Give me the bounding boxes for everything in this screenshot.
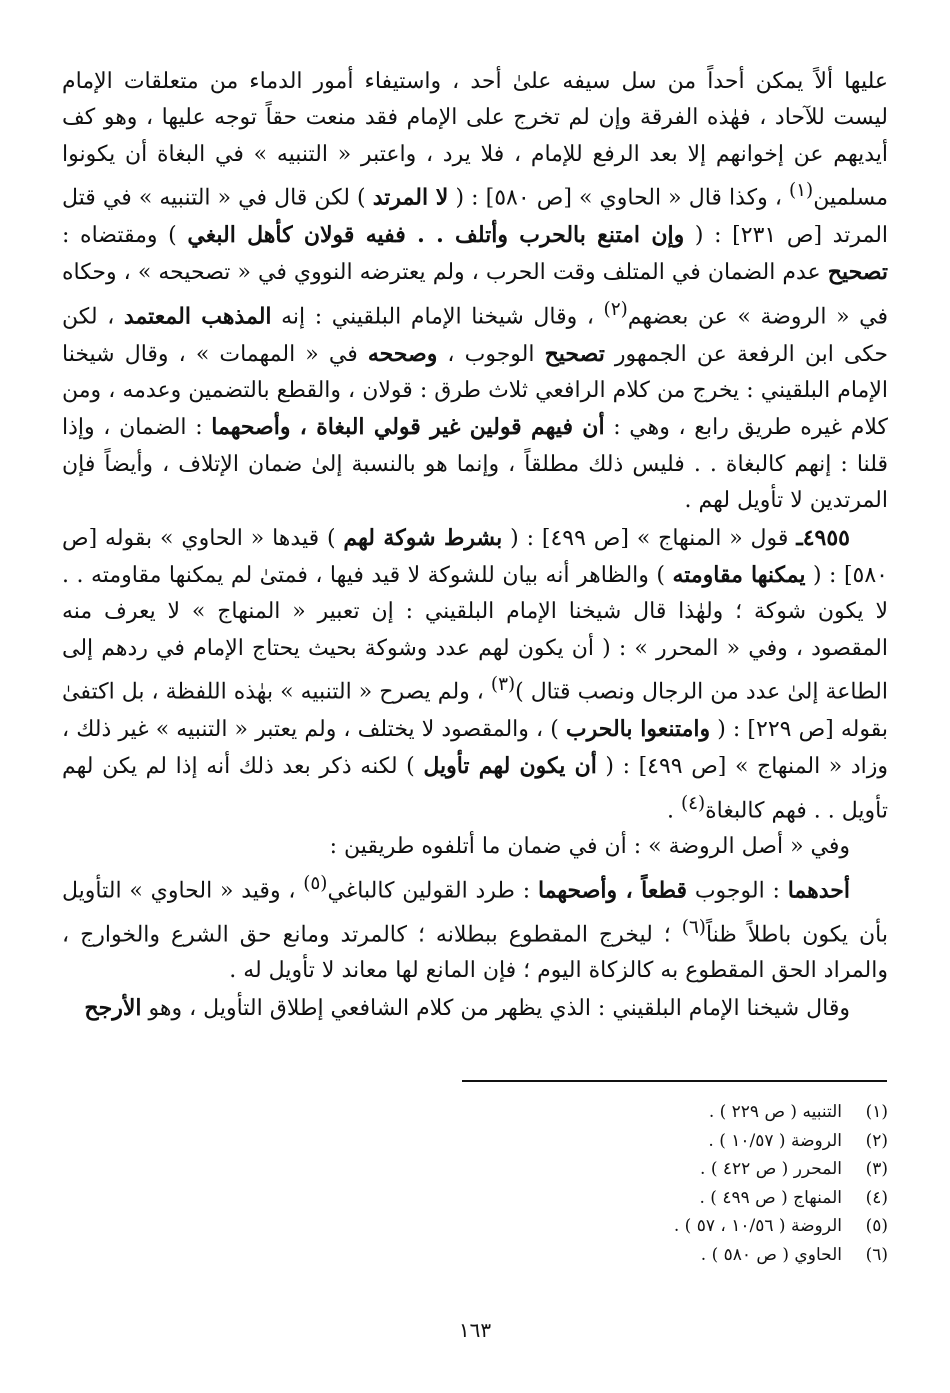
text-run: ، لكن حكى ابن الرفعة عن الجمهور (62, 304, 889, 367)
text-run: ) ومقتضاه : (62, 222, 188, 248)
text-run: : الضمان ، وإذا قلنا : إنهم كالبغاة . . فليس ذلك مطلقاً ، وإنما هو بالنسبة إلىٰ ضمان الإتلاف ، وأيضاً فإن المرتدين لا تأويل لهم . (62, 415, 888, 514)
footnote-item (468, 1184, 888, 1213)
footnote-number: (١) (865, 1102, 888, 1122)
footnote-ref: (٣) (490, 674, 516, 696)
bold-term: تصحيح (827, 259, 888, 286)
text-run: ، وقيد « الحاوي » التأويل بأن يكون باطلاً ظناً (62, 878, 888, 947)
text-run: ) قيدها « الحاوي » بقوله [ص ٥٨٠] : ( (62, 525, 888, 588)
text-run: ) ، والمقصود لا يختلف ، ولم يعتبر « التنبيه » غير ذلك ، وزاد « المنهاج » [ص ٤٩٩] : ( (62, 716, 889, 780)
footnote-text: الحاوي ( ص ٥٨٠ ) . (700, 1244, 842, 1265)
footnote-number: (٦) (865, 1244, 888, 1265)
quoted-text: يمكنها مقاومته (672, 561, 806, 588)
text-run: وفي « أصل الروضة » : أن في ضمان ما أتلفوه طريقين : (329, 834, 850, 860)
text-run: ؛ ليخرج المقطوع ببطلانه ؛ كالمرتد ومانع حق الشرع والخوارج ، والمراد الحق المقطوع به كالزكاة اليوم ؛ فإن المانع لها معاند لا تأويل له . (62, 921, 888, 984)
text-run: ) لكنه ذكر بعد ذلك أنه إذا لم يكن لهم تأويل . . فهم كالبغاة (62, 754, 888, 824)
quoted-text: لا المرتد (372, 184, 449, 211)
bold-term: الأرجح (84, 994, 142, 1021)
text-run: عليها ألاً يمكن أحداً من سل سيفه علىٰ أحد ، واستيفاء أمور الدماء من متعلقات الإمام ليست للآحاد ، فهٰذه الفرقة وإن لم تخرج على الإمام فقد منعت حقاً توجه عليها ، وهو كف أيديهم عن إخوانهم إلا بعد الرفع للإمام ، فلا يرد ، واعتبر « التنبيه » في البغاة أن يكونوا مسلمين (62, 69, 888, 211)
footnote-ref: (٢) (603, 298, 628, 320)
footnotes (468, 1098, 888, 1270)
quoted-text: بشرط شوكة لهم (343, 524, 503, 551)
text-run: قول « المنهاج » [ص ٤٩٩] : ( (502, 525, 797, 551)
text-run: ، وكذا قال « الحاوي » [ص ٥٨٠] : ( (448, 185, 790, 211)
footnote-number: (٥) (865, 1216, 888, 1237)
footnote-ref: (٥) (303, 872, 328, 894)
quoted-text: وامتنعوا بالحرب (565, 715, 711, 742)
bold-term: قطعاً ، وأصحهما (537, 877, 688, 904)
footnote-text: الروضة ( ١٠/٥٧ ) . (708, 1130, 842, 1151)
footnote-text: الروضة ( ١٠/٥٦ ، ٥٧ ) . (673, 1216, 842, 1237)
bold-term: تصحيح (544, 340, 605, 367)
text-run: ، وقال شيخنا الإمام البلقيني : إنه (271, 304, 604, 330)
footnote-item (468, 1241, 888, 1270)
footnote-number: (٤) (865, 1187, 888, 1208)
quoted-text: وإن امتنع بالحرب وأتلف . . ففيه قولان كأهل البغي (187, 221, 685, 248)
text-run: عدم الضمان في المتلف وقت الحرب ، ولم يعترضه النووي في « تصحيحه » ، وحكاه في « الروضة » عن بعضهم (62, 260, 889, 330)
footnote-text: المنهاج ( ص ٤٩٩ ) . (699, 1187, 842, 1208)
paragraph-4 (62, 866, 888, 990)
footnote-ref: (١) (789, 180, 814, 202)
text-run: وقال شيخنا الإمام البلقيني : الذي يظهر من كلام الشافعي إطلاق التأويل ، وهو (141, 995, 850, 1021)
entry-number: ٤٩٥٥ـ (796, 524, 850, 551)
footnote-item (468, 1155, 888, 1184)
paragraph-3 (62, 829, 888, 865)
footnote-number: (٢) (865, 1130, 888, 1151)
footnote-item (468, 1212, 888, 1241)
bold-term: المذهب المعتمد (123, 303, 272, 330)
text-run: ) لكن قال في « التنبيه » في قتل المرتد [ص ٢٣١] : ( (62, 185, 889, 248)
paragraph-5 (62, 990, 888, 1027)
footnote-item (468, 1098, 888, 1127)
footnote-text: المحرر ( ص ٤٢٢ ) . (700, 1159, 842, 1180)
text-run: . (666, 798, 681, 824)
text-run: ) والظاهر أنه بيان للشوكة لا قيد فيها ، فمتىٰ لم يمكنها مقاومته . . لا يكون شوكة ؛ ولهٰذا قال شيخنا الإمام البلقيني : إن تعبير « المنهاج » لا يعرف منه المقصود ، وفي « المحرر » : ( أن يكون لهم عدد وشوكة بحيث يحتاج الإمام في ردهم إلى الطاعة إلىٰ عدد من الرجال ونصب قتال ) (62, 562, 888, 705)
text-run: : طرد القولين كالباغي (327, 878, 538, 904)
footnote-divider (462, 1080, 887, 1082)
quoted-text: أن يكون لهم تأويل (423, 753, 597, 780)
text-run: ، ولم يصرح « التنبيه » بهٰذه اللفظة ، بل اكتفىٰ بقوله [ص ٢٢٩] : ( (62, 679, 888, 742)
text-run: في « المهمات » ، وقال شيخنا الإمام البلقيني : يخرج من كلام الرافعي ثلاث طرق : قولان ، والقطع بالتضمين وعدمه ، ومن كلام غيره طريق رابع ، وهي : (62, 341, 888, 441)
text-run: : الوجوب (687, 878, 788, 904)
footnote-ref: (٦) (681, 916, 706, 938)
footnote-ref: (٤) (680, 792, 706, 814)
bold-term: أحدهما (787, 877, 851, 904)
text-run: الوجوب ، (437, 341, 545, 367)
bold-term: أن فيهم قولين غير قولي البغاة ، وأصحهما (211, 414, 605, 441)
footnote-item (468, 1127, 888, 1156)
bold-term: وصححه (367, 340, 438, 367)
paragraph-2 (62, 520, 888, 830)
paragraph-1 (62, 64, 888, 520)
main-text (62, 64, 888, 1027)
page-number: ١٦٣ (458, 1318, 492, 1342)
footnote-text: التنبيه ( ص ٢٢٩ ) . (708, 1102, 842, 1122)
footnote-number: (٣) (865, 1159, 888, 1180)
